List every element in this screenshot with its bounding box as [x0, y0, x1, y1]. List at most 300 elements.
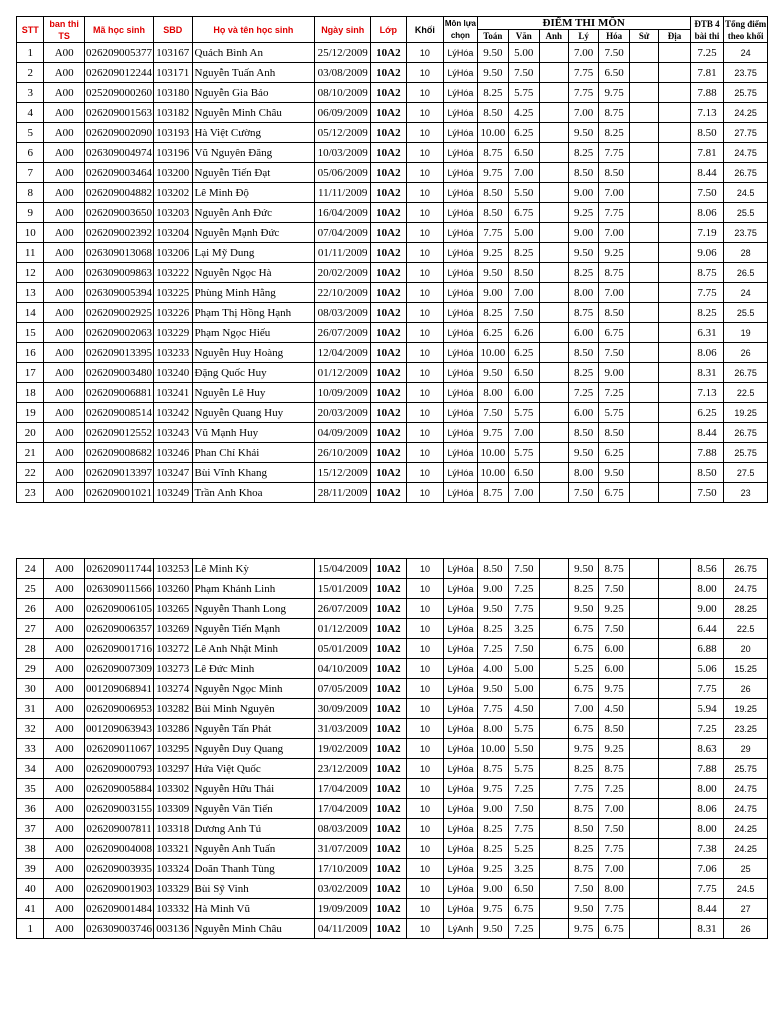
cell-stt: 10 — [17, 223, 44, 243]
cell-su — [629, 283, 658, 303]
cell-dia — [659, 263, 691, 283]
cell-ngay-sinh: 08/10/2009 — [315, 83, 371, 103]
cell-anh — [539, 619, 568, 639]
cell-dtb: 8.50 — [690, 123, 723, 143]
cell-hoa: 9.25 — [599, 599, 629, 619]
cell-dtb: 8.44 — [690, 899, 723, 919]
cell-ma-hoc-sinh: 026209006105 — [84, 599, 153, 619]
cell-dia — [659, 599, 690, 619]
cell-tong-diem: 27.75 — [724, 123, 768, 143]
cell-toan: 7.75 — [477, 223, 508, 243]
header-ma-hoc-sinh: Mã học sinh — [84, 17, 153, 43]
cell-van: 7.25 — [509, 779, 539, 799]
cell-ban-thi: A00 — [44, 739, 85, 759]
cell-dia — [659, 719, 690, 739]
cell-tong-diem: 23.75 — [724, 223, 768, 243]
header-khoi: Khối — [406, 17, 444, 43]
cell-khoi: 10 — [406, 143, 444, 163]
cell-dia — [659, 403, 691, 423]
cell-ho-ten: Nguyễn Anh Tuấn — [192, 839, 315, 859]
cell-toan: 9.75 — [477, 423, 508, 443]
cell-tong-diem: 25.5 — [724, 303, 768, 323]
cell-lop: 10A2 — [371, 343, 407, 363]
cell-sbd: 103295 — [153, 739, 192, 759]
cell-ho-ten: Nguyễn Mạnh Đức — [192, 223, 315, 243]
cell-khoi: 10 — [406, 83, 444, 103]
cell-toan: 8.50 — [477, 103, 508, 123]
cell-toan: 9.00 — [477, 879, 508, 899]
cell-sbd: 103273 — [153, 659, 192, 679]
cell-ho-ten: Phạm Khánh Linh — [192, 579, 315, 599]
header-ngay-sinh: Ngày sinh — [315, 17, 371, 43]
cell-khoi: 10 — [406, 163, 444, 183]
cell-dtb: 8.25 — [690, 303, 723, 323]
cell-ly: 7.75 — [568, 63, 598, 83]
header-subject-dia: Địa — [659, 30, 691, 43]
cell-ho-ten: Lê Đức Minh — [192, 659, 315, 679]
cell-ngay-sinh: 17/10/2009 — [315, 859, 371, 879]
cell-khoi: 10 — [406, 899, 444, 919]
cell-stt: 12 — [17, 263, 44, 283]
cell-lop: 10A2 — [371, 143, 407, 163]
cell-ho-ten: Nguyễn Minh Châu — [192, 103, 315, 123]
cell-hoa: 6.75 — [599, 919, 629, 939]
cell-stt: 8 — [17, 183, 44, 203]
header-ban-thi: ban thi TS — [44, 17, 85, 43]
cell-ban-thi: A00 — [44, 143, 85, 163]
cell-toan: 4.00 — [477, 659, 508, 679]
cell-sbd: 103167 — [153, 43, 192, 63]
cell-su — [629, 43, 658, 63]
cell-sbd: 103182 — [153, 103, 192, 123]
cell-van: 5.00 — [509, 43, 539, 63]
header-subject-hoa: Hóa — [599, 30, 629, 43]
cell-anh — [539, 819, 568, 839]
cell-toan: 8.50 — [477, 203, 508, 223]
cell-ho-ten: Hà Việt Cường — [192, 123, 315, 143]
cell-dtb: 7.25 — [690, 43, 723, 63]
cell-dtb: 8.63 — [690, 739, 723, 759]
cell-ho-ten: Doãn Thanh Tùng — [192, 859, 315, 879]
cell-toan: 8.00 — [477, 719, 508, 739]
cell-khoi: 10 — [406, 383, 444, 403]
cell-lop: 10A2 — [371, 719, 407, 739]
cell-ma-hoc-sinh: 026209011067 — [84, 739, 153, 759]
table-row — [17, 463, 768, 483]
cell-anh — [539, 243, 568, 263]
cell-dtb: 5.06 — [690, 659, 723, 679]
cell-anh — [539, 383, 568, 403]
cell-anh — [539, 63, 568, 83]
cell-hoa: 4.50 — [599, 699, 629, 719]
cell-tong-diem: 26 — [724, 919, 768, 939]
cell-toan: 9.50 — [477, 599, 508, 619]
cell-dtb: 7.06 — [690, 859, 723, 879]
cell-khoi: 10 — [406, 699, 444, 719]
cell-hoa: 8.75 — [599, 759, 629, 779]
cell-su — [629, 779, 658, 799]
cell-dia — [659, 579, 690, 599]
cell-khoi: 10 — [406, 63, 444, 83]
cell-stt: 24 — [17, 559, 44, 579]
cell-lop: 10A2 — [371, 879, 407, 899]
cell-ngay-sinh: 07/04/2009 — [315, 223, 371, 243]
cell-dia — [659, 63, 691, 83]
cell-anh — [539, 839, 568, 859]
cell-lop: 10A2 — [371, 203, 407, 223]
cell-sbd: 103274 — [153, 679, 192, 699]
score-table-top — [16, 16, 768, 503]
cell-tong-diem: 22.5 — [724, 619, 768, 639]
cell-toan: 6.25 — [477, 323, 508, 343]
cell-ma-hoc-sinh: 026209001484 — [84, 899, 153, 919]
cell-mon-lua-chon: LýHóa — [444, 143, 477, 163]
cell-van: 5.25 — [509, 839, 539, 859]
cell-mon-lua-chon: LýHóa — [444, 363, 477, 383]
table-row — [17, 363, 768, 383]
cell-anh — [539, 303, 568, 323]
cell-sbd: 103265 — [153, 599, 192, 619]
cell-hoa: 7.75 — [599, 899, 629, 919]
cell-khoi: 10 — [406, 599, 444, 619]
cell-ho-ten: Lại Mỹ Dung — [192, 243, 315, 263]
cell-sbd: 103226 — [153, 303, 192, 323]
table-body-bottom — [17, 559, 768, 939]
cell-hoa: 9.75 — [599, 83, 629, 103]
cell-dtb: 7.75 — [690, 679, 723, 699]
cell-ma-hoc-sinh: 026209004882 — [84, 183, 153, 203]
cell-tong-diem: 26.75 — [724, 423, 768, 443]
cell-ban-thi: A00 — [44, 579, 85, 599]
cell-su — [629, 83, 658, 103]
cell-mon-lua-chon: LýHóa — [444, 303, 477, 323]
cell-van: 5.00 — [509, 223, 539, 243]
cell-ma-hoc-sinh: 026209005377 — [84, 43, 153, 63]
cell-hoa: 6.00 — [599, 659, 629, 679]
cell-ngay-sinh: 26/07/2009 — [315, 599, 371, 619]
cell-su — [629, 123, 658, 143]
cell-ho-ten: Nguyễn Ngọc Minh — [192, 679, 315, 699]
cell-toan: 8.25 — [477, 83, 508, 103]
table-row — [17, 779, 768, 799]
cell-ban-thi: A00 — [44, 183, 85, 203]
cell-ly: 9.25 — [568, 203, 598, 223]
cell-ma-hoc-sinh: 026209008514 — [84, 403, 153, 423]
cell-dia — [659, 483, 691, 503]
cell-hoa: 7.00 — [599, 859, 629, 879]
cell-ma-hoc-sinh: 026209001021 — [84, 483, 153, 503]
cell-tong-diem: 23.25 — [724, 719, 768, 739]
cell-ho-ten: Trần Anh Khoa — [192, 483, 315, 503]
cell-dia — [659, 363, 691, 383]
cell-hoa: 7.75 — [599, 203, 629, 223]
cell-van: 7.50 — [509, 799, 539, 819]
cell-ban-thi: A00 — [44, 463, 85, 483]
cell-tong-diem: 20 — [724, 639, 768, 659]
cell-ban-thi: A00 — [44, 343, 85, 363]
cell-mon-lua-chon: LýHóa — [444, 323, 477, 343]
cell-mon-lua-chon: LýHóa — [444, 559, 477, 579]
table-row — [17, 303, 768, 323]
cell-khoi: 10 — [406, 183, 444, 203]
cell-sbd: 103229 — [153, 323, 192, 343]
cell-ma-hoc-sinh: 026209007309 — [84, 659, 153, 679]
table-row — [17, 103, 768, 123]
cell-khoi: 10 — [406, 679, 444, 699]
cell-ban-thi: A00 — [44, 383, 85, 403]
cell-ngay-sinh: 12/04/2009 — [315, 343, 371, 363]
table-row — [17, 263, 768, 283]
cell-ho-ten: Dương Anh Tú — [192, 819, 315, 839]
cell-toan: 8.00 — [477, 383, 508, 403]
cell-khoi: 10 — [406, 483, 444, 503]
cell-dia — [659, 819, 690, 839]
cell-ban-thi: A00 — [44, 203, 85, 223]
cell-ma-hoc-sinh: 026209003650 — [84, 203, 153, 223]
cell-lop: 10A2 — [371, 739, 407, 759]
cell-ngay-sinh: 26/10/2009 — [315, 443, 371, 463]
cell-ma-hoc-sinh: 026209000793 — [84, 759, 153, 779]
cell-ho-ten: Nguyễn Tiến Đạt — [192, 163, 315, 183]
cell-anh — [539, 443, 568, 463]
cell-mon-lua-chon: LýHóa — [444, 679, 477, 699]
table-row — [17, 403, 768, 423]
table-row — [17, 243, 768, 263]
cell-tong-diem: 25.5 — [724, 203, 768, 223]
cell-ma-hoc-sinh: 026209002063 — [84, 323, 153, 343]
cell-mon-lua-chon: LýHóa — [444, 283, 477, 303]
cell-van: 7.00 — [509, 283, 539, 303]
cell-ly: 9.50 — [569, 559, 599, 579]
cell-ho-ten: Nguyễn Quang Huy — [192, 403, 315, 423]
cell-su — [629, 739, 658, 759]
cell-toan: 9.50 — [477, 263, 508, 283]
cell-dtb: 7.50 — [690, 183, 723, 203]
cell-anh — [539, 423, 568, 443]
cell-stt: 35 — [17, 779, 44, 799]
cell-lop: 10A2 — [371, 43, 407, 63]
cell-sbd: 103180 — [153, 83, 192, 103]
cell-su — [629, 163, 658, 183]
cell-tong-diem: 24.75 — [724, 143, 768, 163]
cell-anh — [539, 879, 568, 899]
cell-khoi: 10 — [406, 819, 444, 839]
cell-khoi: 10 — [406, 403, 444, 423]
cell-anh — [539, 143, 568, 163]
cell-dia — [659, 183, 691, 203]
cell-mon-lua-chon: LýHóa — [444, 739, 477, 759]
cell-toan: 10.00 — [477, 343, 508, 363]
cell-stt: 30 — [17, 679, 44, 699]
cell-ly: 7.25 — [568, 383, 598, 403]
cell-su — [629, 303, 658, 323]
cell-dia — [659, 343, 691, 363]
cell-tong-diem: 26 — [724, 679, 768, 699]
cell-hoa: 9.25 — [599, 739, 629, 759]
cell-ban-thi: A00 — [44, 599, 85, 619]
cell-mon-lua-chon: LýHóa — [444, 599, 477, 619]
cell-anh — [539, 43, 568, 63]
cell-dia — [659, 899, 690, 919]
table-row — [17, 143, 768, 163]
cell-hoa: 7.75 — [599, 839, 629, 859]
table-row — [17, 83, 768, 103]
cell-ban-thi: A00 — [44, 43, 85, 63]
cell-toan: 10.00 — [477, 123, 508, 143]
cell-anh — [539, 363, 568, 383]
cell-toan: 9.75 — [477, 779, 508, 799]
cell-ngay-sinh: 03/02/2009 — [315, 879, 371, 899]
cell-stt: 2 — [17, 63, 44, 83]
cell-tong-diem: 26.5 — [724, 263, 768, 283]
cell-sbd: 103240 — [153, 363, 192, 383]
cell-lop: 10A2 — [371, 243, 407, 263]
cell-ngay-sinh: 10/09/2009 — [315, 383, 371, 403]
cell-ngay-sinh: 08/03/2009 — [315, 819, 371, 839]
cell-ma-hoc-sinh: 026309009863 — [84, 263, 153, 283]
cell-hoa: 8.25 — [599, 123, 629, 143]
cell-ngay-sinh: 04/11/2009 — [315, 919, 371, 939]
cell-ban-thi: A00 — [44, 443, 85, 463]
cell-mon-lua-chon: LýHóa — [444, 243, 477, 263]
cell-hoa: 9.50 — [599, 463, 629, 483]
cell-ban-thi: A00 — [44, 659, 85, 679]
cell-tong-diem: 24.75 — [724, 799, 768, 819]
cell-hoa: 8.50 — [599, 303, 629, 323]
cell-ban-thi: A00 — [44, 283, 85, 303]
cell-van: 5.75 — [509, 403, 539, 423]
cell-ho-ten: Nguyễn Lê Huy — [192, 383, 315, 403]
cell-khoi: 10 — [406, 283, 444, 303]
cell-toan: 7.50 — [477, 403, 508, 423]
cell-su — [629, 243, 658, 263]
header-lop: Lớp — [371, 17, 407, 43]
cell-ly: 7.50 — [569, 879, 599, 899]
cell-hoa: 8.50 — [599, 423, 629, 443]
cell-mon-lua-chon: LýHóa — [444, 163, 477, 183]
cell-tong-diem: 24.25 — [724, 103, 768, 123]
cell-anh — [539, 679, 568, 699]
cell-lop: 10A2 — [371, 899, 407, 919]
cell-sbd: 103193 — [153, 123, 192, 143]
cell-ma-hoc-sinh: 001209063943 — [84, 719, 153, 739]
cell-toan: 8.25 — [477, 619, 508, 639]
cell-hoa: 7.50 — [599, 819, 629, 839]
cell-stt: 22 — [17, 463, 44, 483]
table-row — [17, 839, 768, 859]
cell-hoa: 9.75 — [599, 679, 629, 699]
cell-sbd: 103272 — [153, 639, 192, 659]
cell-stt: 16 — [17, 343, 44, 363]
cell-ma-hoc-sinh: 026209006953 — [84, 699, 153, 719]
cell-ban-thi: A00 — [44, 899, 85, 919]
cell-ho-ten: Bùi Minh Nguyên — [192, 699, 315, 719]
cell-mon-lua-chon: LýHóa — [444, 83, 477, 103]
cell-van: 5.75 — [509, 759, 539, 779]
cell-hoa: 7.25 — [599, 383, 629, 403]
cell-toan: 9.50 — [477, 63, 508, 83]
cell-ngay-sinh: 31/07/2009 — [315, 839, 371, 859]
cell-ban-thi: A00 — [44, 63, 85, 83]
cell-dtb: 8.06 — [690, 799, 723, 819]
cell-ngay-sinh: 15/12/2009 — [315, 463, 371, 483]
cell-mon-lua-chon: LýHóa — [444, 203, 477, 223]
cell-dtb: 8.31 — [690, 919, 723, 939]
cell-khoi: 10 — [406, 879, 444, 899]
header-tong-diem: Tổng điểm theo khối — [724, 18, 767, 41]
cell-dtb: 8.00 — [690, 819, 723, 839]
cell-mon-lua-chon: LýHóa — [444, 839, 477, 859]
cell-ly: 9.50 — [569, 599, 599, 619]
cell-mon-lua-chon: LýHóa — [444, 819, 477, 839]
cell-dtb: 6.88 — [690, 639, 723, 659]
cell-ly: 8.25 — [569, 579, 599, 599]
cell-ngay-sinh: 17/04/2009 — [315, 779, 371, 799]
cell-khoi: 10 — [406, 123, 444, 143]
cell-ban-thi: A00 — [44, 303, 85, 323]
cell-ly: 7.00 — [568, 103, 598, 123]
cell-hoa: 7.00 — [599, 183, 629, 203]
cell-ho-ten: Lê Minh Kỳ — [192, 559, 315, 579]
table-row — [17, 123, 768, 143]
cell-van: 3.25 — [509, 859, 539, 879]
cell-su — [629, 579, 658, 599]
cell-dia — [659, 739, 690, 759]
cell-ho-ten: Nguyễn Duy Quang — [192, 739, 315, 759]
cell-anh — [539, 263, 568, 283]
cell-mon-lua-chon: LýHóa — [444, 403, 477, 423]
cell-anh — [539, 283, 568, 303]
header-subject-su: Sử — [629, 30, 658, 43]
cell-tong-diem: 26 — [724, 343, 768, 363]
cell-lop: 10A2 — [371, 163, 407, 183]
cell-su — [629, 899, 658, 919]
cell-dtb: 6.44 — [690, 619, 723, 639]
cell-dia — [659, 283, 691, 303]
cell-ban-thi: A00 — [44, 799, 85, 819]
cell-lop: 10A2 — [371, 423, 407, 443]
cell-van: 5.00 — [509, 659, 539, 679]
cell-sbd: 103246 — [153, 443, 192, 463]
cell-ban-thi: A00 — [44, 699, 85, 719]
header-subject-anh: Anh — [539, 30, 568, 43]
cell-sbd: 103225 — [153, 283, 192, 303]
table-row — [17, 639, 768, 659]
cell-mon-lua-chon: LýHóa — [444, 619, 477, 639]
cell-ban-thi: A00 — [44, 559, 85, 579]
cell-ma-hoc-sinh: 026209006357 — [84, 619, 153, 639]
cell-mon-lua-chon: LýAnh — [444, 919, 477, 939]
cell-ho-ten: Hà Minh Vũ — [192, 899, 315, 919]
cell-ma-hoc-sinh: 026209005884 — [84, 779, 153, 799]
cell-dtb: 8.50 — [690, 463, 723, 483]
cell-sbd: 103171 — [153, 63, 192, 83]
cell-sbd: 103286 — [153, 719, 192, 739]
cell-tong-diem: 25 — [724, 859, 768, 879]
cell-ho-ten: Nguyễn Tuấn Anh — [192, 63, 315, 83]
cell-ho-ten: Nguyễn Tiến Mạnh — [192, 619, 315, 639]
cell-sbd: 103324 — [153, 859, 192, 879]
cell-sbd: 103249 — [153, 483, 192, 503]
cell-hoa: 7.00 — [599, 223, 629, 243]
cell-ma-hoc-sinh: 026209008682 — [84, 443, 153, 463]
cell-lop: 10A2 — [371, 323, 407, 343]
cell-lop: 10A2 — [371, 779, 407, 799]
cell-sbd: 103233 — [153, 343, 192, 363]
cell-sbd: 103196 — [153, 143, 192, 163]
cell-dtb: 7.88 — [690, 83, 723, 103]
cell-dtb: 9.06 — [690, 243, 723, 263]
